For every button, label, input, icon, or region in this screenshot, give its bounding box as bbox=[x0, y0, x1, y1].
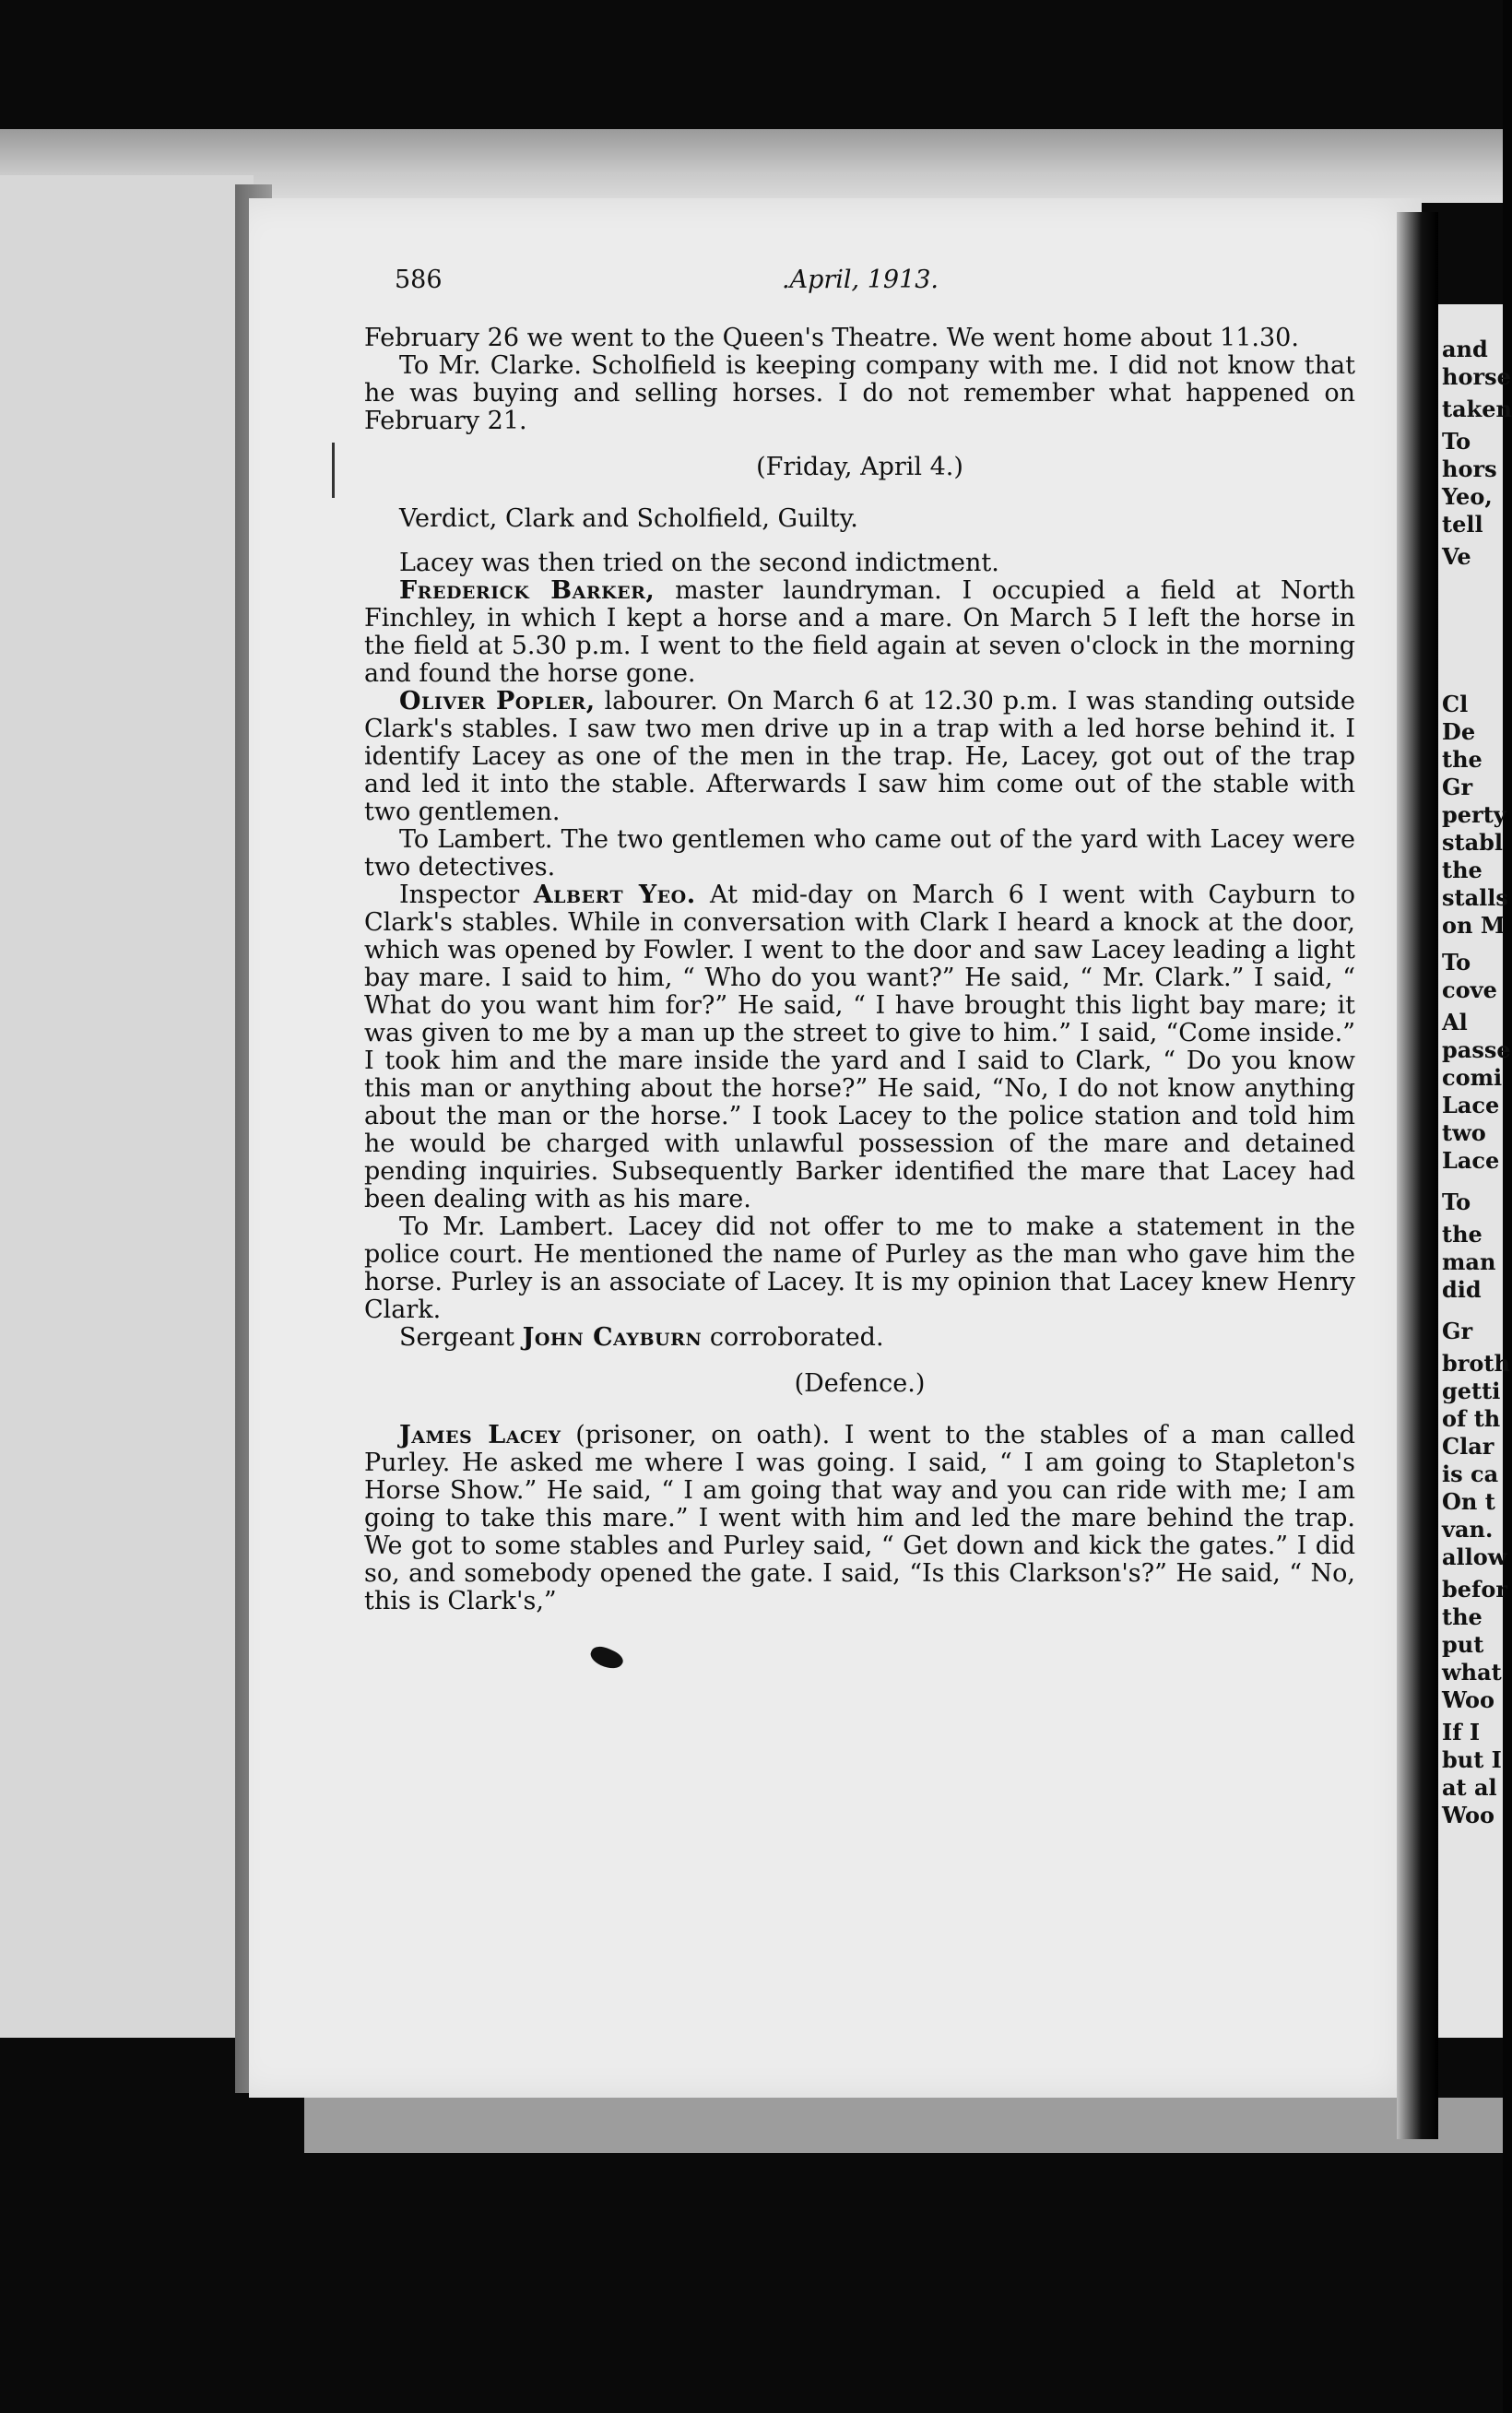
adjacent-page-text-fragment: the bbox=[1442, 857, 1482, 883]
adjacent-page-text-fragment: befor bbox=[1442, 1576, 1508, 1603]
left-margin-area bbox=[0, 175, 254, 2038]
adjacent-page-text-fragment: horse bbox=[1442, 363, 1511, 390]
section-heading-defence: (Defence.) bbox=[794, 1369, 926, 1398]
witness-name: James Lacey bbox=[399, 1421, 561, 1449]
adjacent-page-text-fragment: Cl bbox=[1442, 691, 1469, 717]
witness-name: Albert Yeo. bbox=[533, 881, 696, 909]
adjacent-page-text-fragment: the bbox=[1442, 1221, 1482, 1248]
witness-testimony: (prisoner, on oath). I went to the stables of a man called Purley. He asked me where I was going. I said, “ I am going to Stapleton's Horse Show.” He said, “ I am going that way and you can ride with me; I am going to take this mare.” I went with him and led the mare behind the trap. We got to some stables and Purley said, “ Get down and kick the gates.” I did so, and somebody opened the gate. I said, “Is this Clarkson's?” He said, “ No, this is Clark's,” bbox=[364, 1421, 1356, 1615]
witness-name: John Cayburn bbox=[522, 1323, 703, 1352]
adjacent-page-text-fragment: Yeo, bbox=[1442, 483, 1493, 510]
cross-exam-mr-lambert: To Mr. Lambert. Lacey did not offer to me to make a statement in the police court. He mentioned the name of Purley as the man who gave him the horse. Purley is an associate of Lacey. It is my opinion that Lacey knew Henry Clark. bbox=[364, 1212, 1355, 1324]
adjacent-page-text-fragment: Al bbox=[1442, 1009, 1468, 1035]
adjacent-page-text-fragment: Lace bbox=[1442, 1092, 1500, 1118]
adjacent-page-text-fragment: taken bbox=[1442, 396, 1512, 422]
witness-barker bbox=[364, 577, 1355, 688]
paragraph-1: February 26 we went to the Queen's Theatre. We went home about 11.30. bbox=[364, 324, 1299, 352]
adjacent-page-text-fragment: hors bbox=[1442, 455, 1497, 482]
witness-testimony: At mid-day on March 6 I went with Cayburn to Clark's stables. While in conversation with Clark I heard a knock at the door, which was opened by Fowler. I went to the door and saw Lacey leading a light bay mare. I said to him, “ Who do you want?” He said, “ Mr. Clark.” I said, “ What do you want him for?” He said, “ I have brought this light bay mare; it was given to me by a man up the street to give to him.” I said, “Come inside.” I took him and the mare inside the yard and I said to Clark, “ Do you know this man or anything about the horse?” He said, “No, I do not know anything about the man or the horse.” I took Lacey to the police station and told him he would be charged with unlawful possession of the mare and detained pending inquiries. Subsequently Barker identified the mare that Lacey had been dealing with as his mare. bbox=[364, 881, 1355, 1213]
adjacent-page-text-fragment: at al bbox=[1442, 1774, 1497, 1801]
adjacent-page-text-fragment: the bbox=[1442, 746, 1482, 773]
adjacent-page-text-fragment: van. bbox=[1442, 1516, 1494, 1543]
witness-cayburn bbox=[364, 1324, 1355, 1352]
margin-mark bbox=[332, 443, 335, 498]
witness-testimony: labourer. On March 6 at 12.30 p.m. I was standing outside Clark's stables. I saw two men drive up in a trap with a led horse behind it. I identify Lacey as one of the men in the trap. He, Lacey, got out of the trap and led it into the stable. Afterwards I saw him come out of the stable with two gentlemen. bbox=[364, 687, 1355, 826]
adjacent-page-text-fragment: cove bbox=[1442, 976, 1497, 1003]
page-header bbox=[395, 266, 1344, 302]
adjacent-page-text-fragment: getti bbox=[1442, 1378, 1501, 1404]
witness-popler bbox=[364, 688, 1355, 826]
page-date: .April, 1913. bbox=[782, 266, 939, 294]
adjacent-page-text-fragment: two bbox=[1442, 1119, 1486, 1146]
book-gutter bbox=[1397, 212, 1438, 2139]
witness-yeo bbox=[364, 881, 1355, 1213]
prisoner-testimony bbox=[364, 1422, 1355, 1615]
adjacent-page-text-fragment: If I bbox=[1442, 1719, 1481, 1745]
paragraph-gap bbox=[364, 533, 1355, 550]
adjacent-page-text-fragment: tell bbox=[1442, 511, 1483, 538]
witness-testimony: corroborated. bbox=[702, 1323, 884, 1352]
paragraph-3: Lacey was then tried on the second indictment. bbox=[399, 549, 999, 577]
adjacent-page-text-fragment: passe bbox=[1442, 1036, 1511, 1063]
adjacent-page-edge bbox=[1438, 304, 1512, 2038]
adjacent-page-text-fragment: put bbox=[1442, 1631, 1484, 1658]
adjacent-page-text-fragment: To bbox=[1442, 428, 1471, 455]
verdict-line: Verdict, Clark and Scholfield, Guilty. bbox=[399, 504, 858, 533]
adjacent-page-text-fragment: comi bbox=[1442, 1064, 1503, 1091]
adjacent-page-text-fragment: on M bbox=[1442, 912, 1506, 939]
adjacent-page-text-fragment: and bbox=[1442, 336, 1488, 362]
adjacent-page-text-fragment: allow bbox=[1442, 1544, 1507, 1570]
adjacent-page-text-fragment: To bbox=[1442, 949, 1471, 976]
adjacent-page-text-fragment: Ve bbox=[1442, 543, 1471, 570]
adjacent-page-text-fragment: Clar bbox=[1442, 1433, 1494, 1460]
adjacent-page-text-fragment: stabl bbox=[1442, 829, 1504, 856]
adjacent-page-text-fragment: did bbox=[1442, 1276, 1482, 1303]
cross-exam-lambert: To Lambert. The two gentlemen who came out of the yard with Lacey were two detectives. bbox=[364, 825, 1355, 881]
adjacent-page-text-fragment: what bbox=[1442, 1659, 1502, 1686]
adjacent-page-text-fragment: Woo bbox=[1442, 1802, 1495, 1828]
page-number: 586 bbox=[395, 266, 443, 294]
witness-name: Frederick Barker, bbox=[399, 576, 656, 605]
scan-bottom-band bbox=[304, 2098, 1503, 2153]
witness-name: Oliver Popler, bbox=[399, 687, 596, 716]
witness-title: Inspector bbox=[399, 881, 534, 909]
page-body-text bbox=[364, 325, 1355, 1615]
paragraph-2: To Mr. Clarke. Scholfield is keeping company with me. I did not know that he was buying and selling horses. I do not remember what happened on February 21. bbox=[364, 351, 1355, 435]
witness-testimony: master laundryman. I occupied a field at North Finchley, in which I kept a horse and a mare. On March 5 I left the horse in the field at 5.30 p.m. I went to the field again at seven o'clock in the morning and found the horse gone. bbox=[364, 576, 1355, 688]
adjacent-page-text-fragment: is ca bbox=[1442, 1461, 1499, 1487]
adjacent-page-text-fragment: of th bbox=[1442, 1405, 1501, 1432]
witness-title: Sergeant bbox=[399, 1323, 523, 1352]
adjacent-page-text-fragment: but I bbox=[1442, 1746, 1502, 1773]
adjacent-page-text-fragment: Gr bbox=[1442, 774, 1473, 800]
section-heading-date: (Friday, April 4.) bbox=[756, 453, 963, 481]
adjacent-page-text-fragment: To bbox=[1442, 1189, 1471, 1215]
adjacent-page-text-fragment: Lace bbox=[1442, 1147, 1500, 1174]
adjacent-page-text-fragment: Gr bbox=[1442, 1318, 1473, 1344]
adjacent-page-text-fragment: man bbox=[1442, 1248, 1496, 1275]
adjacent-page-text-fragment: On t bbox=[1442, 1488, 1495, 1515]
adjacent-page-text-fragment: Woo bbox=[1442, 1686, 1495, 1713]
adjacent-page-text-fragment: perty bbox=[1442, 801, 1506, 828]
adjacent-page-text-fragment: broth bbox=[1442, 1350, 1510, 1377]
adjacent-page-text-fragment: stalls bbox=[1442, 884, 1508, 911]
adjacent-page-text-fragment: De bbox=[1442, 718, 1476, 745]
adjacent-page-text-fragment: the bbox=[1442, 1603, 1482, 1630]
